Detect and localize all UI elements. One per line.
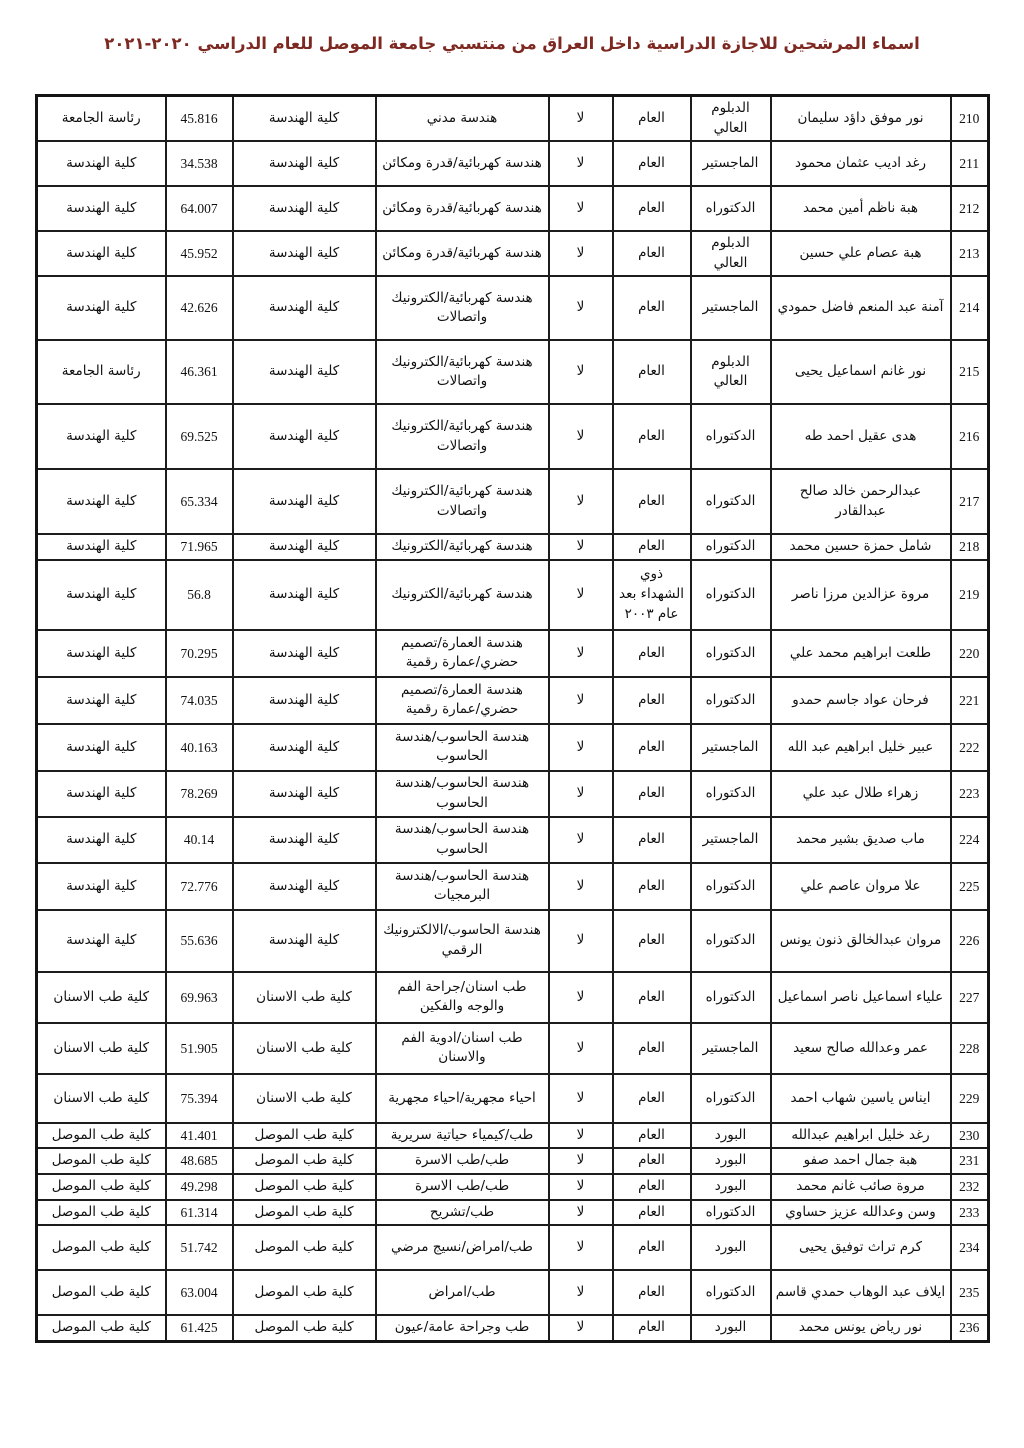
cell-candidate-name: وسن وعدالله عزيز حساوي [771,1200,951,1226]
cell-workplace: رئاسة الجامعة [37,96,166,142]
cell-grade: 63.004 [166,1270,233,1315]
cell-note: لا [549,677,613,724]
cell-specialization: هندسة كهربائية/الكترونيك واتصالات [376,469,549,534]
cell-channel: العام [613,1225,691,1270]
cell-workplace: كلية طب الموصل [37,1270,166,1315]
cell-degree: الدبلوم العالي [691,96,771,142]
cell-channel: العام [613,1023,691,1074]
table-row [37,1023,989,1074]
cell-serial-number: 232 [951,1174,989,1200]
cell-grade: 48.685 [166,1148,233,1174]
cell-grade: 40.163 [166,724,233,771]
cell-degree: الدكتوراه [691,560,771,630]
cell-note: لا [549,817,613,863]
cell-study-college: كلية الهندسة [233,910,376,972]
cell-grade: 49.298 [166,1174,233,1200]
cell-channel: العام [613,1270,691,1315]
cell-specialization: هندسة العمارة/تصميم حضري/عمارة رقمية [376,677,549,724]
cell-degree: البورد [691,1225,771,1270]
cell-candidate-name: هبة عصام علي حسين [771,231,951,276]
cell-serial-number: 222 [951,724,989,771]
cell-degree: البورد [691,1148,771,1174]
cell-grade: 42.626 [166,276,233,340]
cell-specialization: طب وجراحة عامة/عيون [376,1315,549,1341]
cell-note: لا [549,910,613,972]
table-row [37,972,989,1023]
cell-workplace: كلية طب الموصل [37,1225,166,1270]
page-title: اسماء المرشحين للاجازة الدراسية داخل العراق من منتسبي جامعة الموصل للعام الدراسي ٢٠٢٠-٢٠٢١ [104,34,920,53]
cell-study-college: كلية الهندسة [233,469,376,534]
cell-specialization: طب/امراض/نسيج مرضي [376,1225,549,1270]
cell-candidate-name: علا مروان عاصم علي [771,863,951,910]
cell-workplace: كلية الهندسة [37,910,166,972]
cell-serial-number: 224 [951,817,989,863]
cell-channel: العام [613,910,691,972]
cell-workplace: كلية الهندسة [37,771,166,817]
cell-specialization: هندسة كهربائية/الكترونيك واتصالات [376,340,549,404]
cell-candidate-name: عمر وعدالله صالح سعيد [771,1023,951,1074]
cell-serial-number: 233 [951,1200,989,1226]
cell-serial-number: 219 [951,560,989,630]
table-row [37,910,989,972]
cell-channel: العام [613,340,691,404]
cell-workplace: كلية الهندسة [37,630,166,677]
cell-study-college: كلية الهندسة [233,630,376,677]
cell-workplace: كلية طب الموصل [37,1123,166,1149]
cell-study-college: كلية الهندسة [233,677,376,724]
cell-workplace: كلية الهندسة [37,863,166,910]
cell-candidate-name: مروة عزالدين مرزا ناصر [771,560,951,630]
cell-channel: العام [613,276,691,340]
cell-note: لا [549,560,613,630]
table-row [37,677,989,724]
cell-channel: العام [613,141,691,186]
cell-serial-number: 226 [951,910,989,972]
cell-candidate-name: عبير خليل ابراهيم عبد الله [771,724,951,771]
cell-channel: العام [613,186,691,231]
cell-study-college: كلية الهندسة [233,231,376,276]
cell-study-college: كلية الهندسة [233,141,376,186]
table-row [37,1123,989,1149]
cell-degree: الماجستير [691,276,771,340]
cell-degree: الدكتوراه [691,404,771,469]
table-row [37,141,989,186]
cell-study-college: كلية طب الموصل [233,1123,376,1149]
cell-study-college: كلية الهندسة [233,817,376,863]
table-row [37,1148,989,1174]
cell-workplace: كلية الهندسة [37,560,166,630]
cell-workplace: كلية طب الموصل [37,1315,166,1341]
cell-specialization: هندسة الحاسوب/هندسة البرمجيات [376,863,549,910]
cell-workplace: كلية الهندسة [37,817,166,863]
cell-grade: 61.314 [166,1200,233,1226]
table-row [37,340,989,404]
cell-candidate-name: ماب صديق بشير محمد [771,817,951,863]
cell-workplace: كلية طب الموصل [37,1200,166,1226]
cell-channel: العام [613,817,691,863]
cell-note: لا [549,972,613,1023]
cell-specialization: هندسة مدني [376,96,549,142]
candidates-table [35,94,990,1343]
table-row [37,96,989,142]
cell-grade: 40.14 [166,817,233,863]
cell-specialization: هندسة الحاسوب/هندسة الحاسوب [376,771,549,817]
cell-serial-number: 227 [951,972,989,1023]
cell-specialization: طب/طب الاسرة [376,1148,549,1174]
cell-note: لا [549,141,613,186]
cell-workplace: كلية الهندسة [37,469,166,534]
cell-note: لا [549,404,613,469]
cell-degree: الدكتوراه [691,1270,771,1315]
cell-grade: 71.965 [166,534,233,560]
cell-channel: ذوي الشهداء بعد عام ٢٠٠٣ [613,560,691,630]
cell-candidate-name: رغد خليل ابراهيم عبدالله [771,1123,951,1149]
cell-note: لا [549,630,613,677]
cell-study-college: كلية طب الاسنان [233,1023,376,1074]
cell-serial-number: 217 [951,469,989,534]
cell-degree: الدكتوراه [691,1074,771,1123]
cell-workplace: كلية الهندسة [37,677,166,724]
cell-candidate-name: علياء اسماعيل ناصر اسماعيل [771,972,951,1023]
cell-study-college: كلية طب الموصل [233,1270,376,1315]
cell-study-college: كلية طب الموصل [233,1174,376,1200]
cell-degree: الماجستير [691,141,771,186]
cell-workplace: كلية طب الموصل [37,1174,166,1200]
cell-specialization: هندسة كهربائية/قدرة ومكائن [376,231,549,276]
cell-workplace: كلية الهندسة [37,276,166,340]
cell-study-college: كلية الهندسة [233,771,376,817]
cell-study-college: كلية طب الاسنان [233,1074,376,1123]
cell-study-college: كلية طب الموصل [233,1200,376,1226]
cell-candidate-name: نور موفق داؤد سليمان [771,96,951,142]
table-row [37,186,989,231]
cell-degree: الماجستير [691,817,771,863]
cell-channel: العام [613,863,691,910]
cell-serial-number: 212 [951,186,989,231]
cell-channel: العام [613,677,691,724]
cell-specialization: طب اسنان/جراحة الفم والوجه والفكين [376,972,549,1023]
table-row [37,817,989,863]
cell-specialization: هندسة الحاسوب/هندسة الحاسوب [376,724,549,771]
cell-grade: 65.334 [166,469,233,534]
table-row [37,1200,989,1226]
cell-degree: الدكتوراه [691,677,771,724]
cell-workplace: كلية الهندسة [37,231,166,276]
cell-note: لا [549,1074,613,1123]
cell-candidate-name: مروة صائب غانم محمد [771,1174,951,1200]
cell-candidate-name: هدى عقيل احمد طه [771,404,951,469]
cell-grade: 51.742 [166,1225,233,1270]
cell-workplace: رئاسة الجامعة [37,340,166,404]
cell-channel: العام [613,1174,691,1200]
cell-degree: البورد [691,1174,771,1200]
cell-specialization: هندسة كهربائية/الكترونيك واتصالات [376,404,549,469]
cell-grade: 61.425 [166,1315,233,1341]
cell-candidate-name: ايلاف عبد الوهاب حمدي قاسم [771,1270,951,1315]
cell-study-college: كلية طب الموصل [233,1148,376,1174]
cell-specialization: هندسة الحاسوب/الالكترونيك الرقمي [376,910,549,972]
cell-study-college: كلية الهندسة [233,724,376,771]
cell-degree: الدكتوراه [691,469,771,534]
cell-channel: العام [613,534,691,560]
cell-note: لا [549,1174,613,1200]
cell-grade: 41.401 [166,1123,233,1149]
cell-candidate-name: فرحان عواد جاسم حمدو [771,677,951,724]
cell-serial-number: 234 [951,1225,989,1270]
cell-candidate-name: عبدالرحمن خالد صالح عبدالقادر [771,469,951,534]
cell-note: لا [549,1200,613,1226]
cell-serial-number: 228 [951,1023,989,1074]
cell-study-college: كلية الهندسة [233,186,376,231]
cell-study-college: كلية طب الموصل [233,1315,376,1341]
cell-degree: الماجستير [691,1023,771,1074]
cell-specialization: طب اسنان/ادوية الفم والاسنان [376,1023,549,1074]
cell-degree: الدكتوراه [691,910,771,972]
cell-workplace: كلية الهندسة [37,404,166,469]
cell-grade: 45.816 [166,96,233,142]
cell-serial-number: 216 [951,404,989,469]
cell-candidate-name: نور غانم اسماعيل يحيى [771,340,951,404]
cell-candidate-name: طلعت ابراهيم محمد علي [771,630,951,677]
cell-serial-number: 221 [951,677,989,724]
cell-channel: العام [613,1074,691,1123]
cell-note: لا [549,469,613,534]
cell-degree: الدكتوراه [691,771,771,817]
cell-workplace: كلية الهندسة [37,186,166,231]
cell-degree: الدكتوراه [691,186,771,231]
cell-study-college: كلية الهندسة [233,863,376,910]
cell-study-college: كلية الهندسة [233,560,376,630]
cell-grade: 56.8 [166,560,233,630]
cell-candidate-name: مروان عبدالخالق ذنون يونس [771,910,951,972]
cell-note: لا [549,276,613,340]
cell-workplace: كلية طب الموصل [37,1148,166,1174]
table-row [37,1225,989,1270]
cell-candidate-name: شامل حمزة حسين محمد [771,534,951,560]
cell-candidate-name: رغد اديب عثمان محمود [771,141,951,186]
cell-degree: الدكتوراه [691,863,771,910]
table-row [37,276,989,340]
cell-grade: 64.007 [166,186,233,231]
cell-grade: 78.269 [166,771,233,817]
cell-channel: العام [613,1123,691,1149]
cell-serial-number: 210 [951,96,989,142]
cell-serial-number: 231 [951,1148,989,1174]
table-row [37,771,989,817]
cell-workplace: كلية الهندسة [37,141,166,186]
cell-note: لا [549,1123,613,1149]
cell-serial-number: 218 [951,534,989,560]
cell-study-college: كلية الهندسة [233,534,376,560]
cell-serial-number: 213 [951,231,989,276]
cell-degree: الدبلوم العالي [691,340,771,404]
cell-grade: 74.035 [166,677,233,724]
cell-note: لا [549,186,613,231]
cell-grade: 34.538 [166,141,233,186]
cell-serial-number: 220 [951,630,989,677]
cell-channel: العام [613,972,691,1023]
cell-channel: العام [613,1200,691,1226]
cell-grade: 51.905 [166,1023,233,1074]
cell-grade: 69.963 [166,972,233,1023]
cell-note: لا [549,534,613,560]
table-row [37,724,989,771]
cell-specialization: هندسة كهربائية/قدرة ومكائن [376,141,549,186]
cell-specialization: هندسة كهربائية/الكترونيك واتصالات [376,276,549,340]
cell-note: لا [549,863,613,910]
cell-note: لا [549,231,613,276]
cell-grade: 75.394 [166,1074,233,1123]
table-row [37,469,989,534]
cell-serial-number: 211 [951,141,989,186]
cell-serial-number: 229 [951,1074,989,1123]
table-row [37,560,989,630]
cell-study-college: كلية طب الاسنان [233,972,376,1023]
cell-channel: العام [613,1315,691,1341]
cell-serial-number: 230 [951,1123,989,1149]
cell-study-college: كلية الهندسة [233,96,376,142]
cell-workplace: كلية طب الاسنان [37,1023,166,1074]
cell-candidate-name: نور رياض يونس محمد [771,1315,951,1341]
cell-grade: 69.525 [166,404,233,469]
cell-serial-number: 236 [951,1315,989,1341]
table-row [37,1270,989,1315]
cell-specialization: هندسة كهربائية/الكترونيك [376,560,549,630]
cell-specialization: هندسة كهربائية/الكترونيك [376,534,549,560]
table-row [37,231,989,276]
cell-specialization: هندسة العمارة/تصميم حضري/عمارة رقمية [376,630,549,677]
cell-degree: البورد [691,1123,771,1149]
cell-note: لا [549,340,613,404]
cell-channel: العام [613,96,691,142]
cell-study-college: كلية الهندسة [233,340,376,404]
cell-channel: العام [613,724,691,771]
cell-degree: الدكتوراه [691,1200,771,1226]
cell-specialization: هندسة الحاسوب/هندسة الحاسوب [376,817,549,863]
cell-degree: الدكتوراه [691,972,771,1023]
cell-serial-number: 235 [951,1270,989,1315]
table-row [37,1174,989,1200]
cell-degree: الدكتوراه [691,534,771,560]
cell-degree: البورد [691,1315,771,1341]
cell-grade: 46.361 [166,340,233,404]
cell-note: لا [549,771,613,817]
cell-specialization: طب/تشريح [376,1200,549,1226]
cell-specialization: احياء مجهرية/احياء مجهرية [376,1074,549,1123]
cell-note: لا [549,724,613,771]
cell-candidate-name: زهراء طلال عبد علي [771,771,951,817]
table-row [37,863,989,910]
table-row [37,1074,989,1123]
cell-degree: الدكتوراه [691,630,771,677]
cell-grade: 45.952 [166,231,233,276]
cell-workplace: كلية الهندسة [37,534,166,560]
table-row [37,630,989,677]
cell-specialization: طب/كيمياء حياتية سريرية [376,1123,549,1149]
cell-specialization: هندسة كهربائية/قدرة ومكائن [376,186,549,231]
cell-candidate-name: آمنة عبد المنعم فاضل حمودي [771,276,951,340]
cell-study-college: كلية طب الموصل [233,1225,376,1270]
cell-note: لا [549,1023,613,1074]
cell-channel: العام [613,469,691,534]
cell-grade: 55.636 [166,910,233,972]
cell-serial-number: 223 [951,771,989,817]
cell-workplace: كلية الهندسة [37,724,166,771]
cell-serial-number: 225 [951,863,989,910]
cell-channel: العام [613,1148,691,1174]
cell-grade: 70.295 [166,630,233,677]
cell-specialization: طب/طب الاسرة [376,1174,549,1200]
cell-serial-number: 214 [951,276,989,340]
table-row [37,1315,989,1341]
cell-channel: العام [613,231,691,276]
cell-channel: العام [613,771,691,817]
table-row [37,404,989,469]
cell-note: لا [549,1315,613,1341]
cell-degree: الدبلوم العالي [691,231,771,276]
cell-workplace: كلية طب الاسنان [37,1074,166,1123]
cell-serial-number: 215 [951,340,989,404]
cell-grade: 72.776 [166,863,233,910]
cell-note: لا [549,1270,613,1315]
table-row [37,534,989,560]
cell-note: لا [549,96,613,142]
cell-degree: الماجستير [691,724,771,771]
cell-specialization: طب/امراض [376,1270,549,1315]
cell-workplace: كلية طب الاسنان [37,972,166,1023]
cell-study-college: كلية الهندسة [233,276,376,340]
cell-candidate-name: كرم تراث توفيق يحيى [771,1225,951,1270]
cell-note: لا [549,1225,613,1270]
table-body [37,96,989,1342]
cell-note: لا [549,1148,613,1174]
cell-channel: العام [613,404,691,469]
cell-candidate-name: هبة جمال احمد صفو [771,1148,951,1174]
cell-study-college: كلية الهندسة [233,404,376,469]
cell-channel: العام [613,630,691,677]
cell-candidate-name: ايناس ياسين شهاب احمد [771,1074,951,1123]
cell-candidate-name: هبة ناظم أمين محمد [771,186,951,231]
